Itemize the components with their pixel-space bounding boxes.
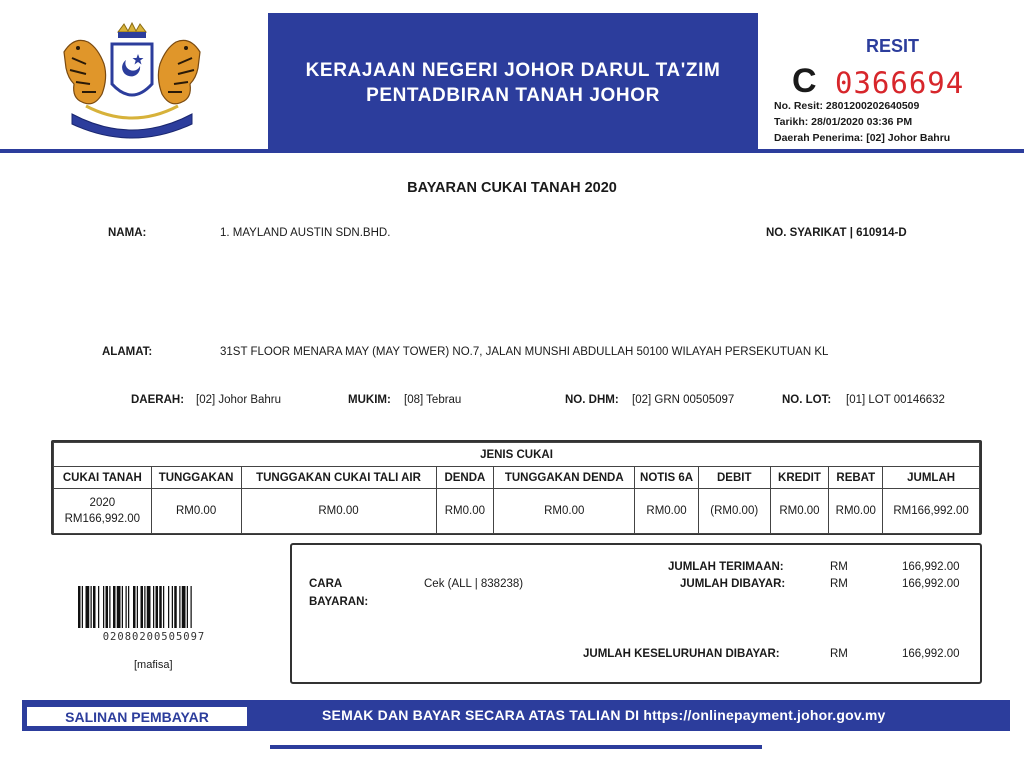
barcode-bar	[187, 586, 188, 628]
barcode-bar	[182, 586, 186, 628]
column-header: REBAT	[829, 467, 883, 489]
cell-value: RM0.00	[635, 489, 699, 534]
barcode-bar	[103, 586, 104, 628]
company-number: NO. SYARIKAT | 610914-D	[766, 227, 907, 239]
barcode-bar	[82, 586, 83, 628]
tax-table-caption: JENIS CUKAI	[54, 443, 980, 467]
barcode-bar	[137, 586, 138, 628]
name-value: 1. MAYLAND AUSTIN SDN.BHD.	[220, 227, 391, 239]
tax-year: 2020	[89, 497, 116, 509]
payer-copy-badge: SALINAN PEMBAYAR	[26, 706, 248, 727]
barcode-bar	[122, 586, 123, 628]
barcode-bar	[172, 586, 173, 628]
barcode-bar	[117, 586, 121, 628]
cell-value: RM0.00	[829, 489, 883, 534]
district-label: DAERAH:	[131, 394, 185, 406]
operator-id: [mafisa]	[134, 659, 173, 671]
lot-label: NO. LOT:	[782, 394, 832, 406]
payment-method-label: CARA	[309, 578, 343, 590]
column-header: CUKAI TANAH	[54, 467, 152, 489]
barcode-bar	[109, 586, 110, 628]
amount-received-label: JUMLAH TERIMAAN:	[668, 561, 784, 573]
barcode-bar	[93, 586, 96, 628]
cell-value: RM166,992.00	[883, 489, 980, 534]
dhm-label: NO. DHM:	[565, 394, 619, 406]
amount-received-currency: RM	[830, 561, 848, 573]
lot-value: [01] LOT 00146632	[846, 394, 945, 406]
payment-method-label-2: BAYARAN:	[309, 596, 369, 608]
receipt-date: Tarikh: 28/01/2020 03:36 PM	[774, 116, 913, 128]
address-value: 31ST FLOOR MENARA MAY (MAY TOWER) NO.7, JALAN MUNSHI ABDULLAH 50100 WILAYAH PERSEKUTUAN KL	[220, 346, 829, 358]
receipt-series: C	[792, 62, 817, 100]
barcode-bar	[133, 586, 136, 628]
payment-method-value: Cek (ALL | 838238)	[424, 578, 524, 590]
barcode-bar	[147, 586, 151, 628]
cell-value: RM0.00	[151, 489, 241, 534]
column-header: TUNGGAKAN CUKAI TALI AIR	[241, 467, 436, 489]
barcode-bar	[141, 586, 144, 628]
barcode-bar	[156, 586, 159, 628]
cell-value: RM0.00	[241, 489, 436, 534]
dhm-value: [02] GRN 00505097	[632, 394, 735, 406]
table-cell	[54, 489, 152, 534]
column-header: TUNGGAKAN	[151, 467, 241, 489]
barcode-number: 02080200505097	[102, 631, 206, 643]
cell-value: RM166,992.00	[64, 513, 141, 525]
total-paid-label: JUMLAH KESELURUHAN DIBAYAR:	[583, 648, 780, 660]
barcode-bar	[98, 586, 99, 628]
barcode-bar	[153, 586, 154, 628]
barcode-bar	[191, 586, 192, 628]
column-header: NOTIS 6A	[635, 467, 699, 489]
header-divider	[0, 149, 1024, 153]
table-row	[54, 489, 980, 534]
column-header: JUMLAH	[883, 467, 980, 489]
amount-paid-label: JUMLAH DIBAYAR:	[680, 578, 786, 590]
column-header: DENDA	[436, 467, 494, 489]
barcode-bar	[113, 586, 116, 628]
header-title-line2: PENTADBIRAN TANAH JOHOR	[366, 85, 660, 106]
column-header: TUNGGAKAN DENDA	[494, 467, 635, 489]
receipt-title: RESIT	[866, 36, 920, 56]
amount-paid-value: 166,992.00	[902, 578, 960, 590]
district-value: [02] Johor Bahru	[196, 394, 282, 406]
barcode-bar	[126, 586, 127, 628]
name-label: NAMA:	[108, 227, 147, 239]
tax-table-header-row	[54, 467, 980, 489]
tax-table	[51, 440, 982, 535]
address-label: ALAMAT:	[102, 346, 153, 358]
total-paid-value: 166,992.00	[902, 648, 960, 660]
cell-value: RM0.00	[494, 489, 635, 534]
online-payment-notice: SEMAK DAN BAYAR SECARA ATAS TALIAN DI https://onlinepayment.johor.gov.my	[322, 707, 886, 723]
column-header: DEBIT	[698, 467, 770, 489]
mukim-label: MUKIM:	[348, 394, 391, 406]
barcode-bar	[106, 586, 109, 628]
receipt-no-resit: No. Resit: 2801200202640509	[774, 100, 920, 112]
footer-divider	[270, 745, 762, 749]
barcode-bar	[78, 586, 81, 628]
cell-value: (RM0.00)	[698, 489, 770, 534]
amount-received-value: 166,992.00	[902, 561, 960, 573]
barcode-bar	[128, 586, 129, 628]
payment-summary-box	[290, 543, 982, 684]
barcode-bar	[144, 586, 145, 628]
barcode	[78, 586, 228, 628]
barcode-bar	[159, 586, 162, 628]
barcode-bar	[86, 586, 90, 628]
johor-coat-of-arms-icon	[52, 22, 212, 144]
column-header: KREDIT	[770, 467, 829, 489]
document-title: BAYARAN CUKAI TANAH 2020	[407, 180, 617, 196]
header-title-line1: KERAJAAN NEGERI JOHOR DARUL TA'ZIM	[305, 60, 721, 81]
barcode-bar	[91, 586, 92, 628]
total-paid-currency: RM	[830, 648, 848, 660]
barcode-bar	[163, 586, 164, 628]
mukim-value: [08] Tebrau	[404, 394, 462, 406]
header-banner	[268, 13, 758, 153]
barcode-bar	[179, 586, 180, 628]
barcode-bar	[174, 586, 177, 628]
barcode-bar	[168, 586, 169, 628]
receipt-receiving-district: Daerah Penerima: [02] Johor Bahru	[774, 132, 951, 144]
receipt-number: 0366694	[835, 66, 965, 100]
cell-value: RM0.00	[436, 489, 494, 534]
cell-value: RM0.00	[770, 489, 829, 534]
amount-paid-currency: RM	[830, 578, 848, 590]
